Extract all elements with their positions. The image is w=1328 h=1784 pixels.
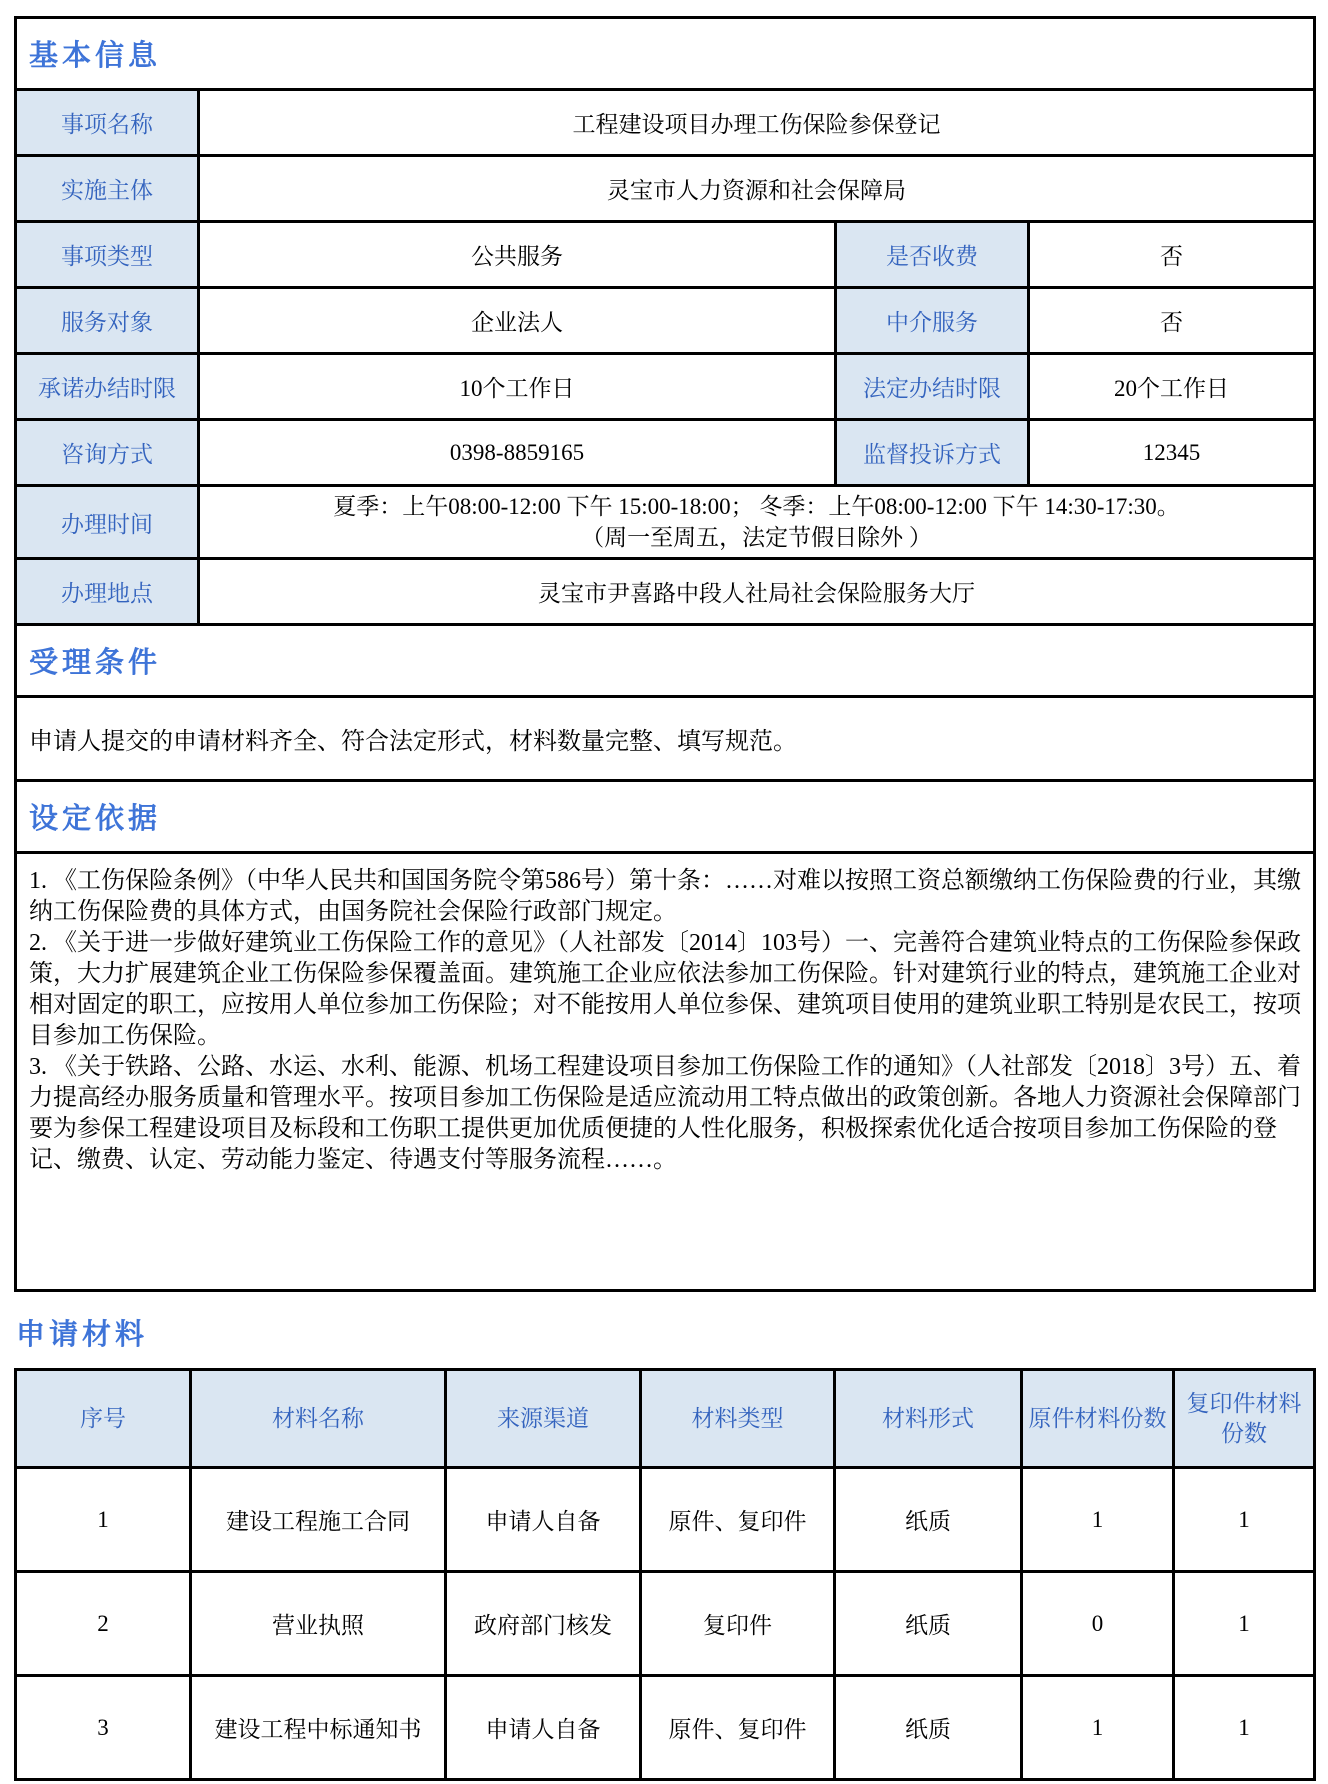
basis-title: 设定依据 (29, 803, 162, 835)
field-label-legal-limit: 法定办结时限 (836, 354, 1029, 420)
field-label-office-address: 办理地点 (16, 559, 199, 625)
cell-index: 3 (16, 1676, 191, 1780)
field-value-promised-limit: 10个工作日 (199, 354, 836, 420)
field-label-intermediary: 中介服务 (836, 288, 1029, 354)
column-header-source: 来源渠道 (446, 1370, 641, 1468)
cell-material-form: 纸质 (835, 1572, 1022, 1676)
cell-material-name: 营业执照 (191, 1572, 446, 1676)
office-hours-line1: 夏季：上午08:00-12:00 下午 15:00-18:00； 冬季：上午08:00-12:00 下午 14:30-17:30。 (333, 494, 1180, 519)
cell-source: 申请人自备 (446, 1468, 641, 1572)
field-value-consult-phone: 0398-8859165 (199, 420, 836, 486)
table-row (16, 420, 1315, 486)
basis-text (16, 853, 1315, 1291)
cell-index: 2 (16, 1572, 191, 1676)
cell-material-type: 原件、复印件 (641, 1676, 835, 1780)
column-header-original-copies: 原件材料份数 (1022, 1370, 1174, 1468)
basis-item-2: 2. 《关于进一步做好建筑业工伤保险工作的意见》（人社部发〔2014〕103号）一、完善符合建筑业特点的工伤保险参保政策，大力扩展建筑企业工伤保险参保覆盖面。建筑施工企业应依法参加工伤保险。针对建筑行业的特点，建筑施工企业对相对固定的职工，应按用人单位参加工伤保险；对不能按用人单位参保、建筑项目使用的建筑业职工特别是农民工，按项目参加工伤保险。 (29, 930, 1301, 1049)
field-value-office-hours (199, 486, 1315, 559)
field-value-charged: 否 (1029, 222, 1315, 288)
field-label-item-name: 事项名称 (16, 90, 199, 156)
cell-original-copies: 1 (1022, 1676, 1174, 1780)
materials-section-header (16, 1308, 1314, 1356)
field-value-implementer: 灵宝市人力资源和社会保障局 (199, 156, 1315, 222)
office-hours-line2: （周一至周五，法定节假日除外 ） (581, 525, 932, 550)
field-value-intermediary: 否 (1029, 288, 1315, 354)
table-row (16, 1572, 1315, 1676)
field-label-service-target: 服务对象 (16, 288, 199, 354)
field-value-office-address: 灵宝市尹喜路中段人社局社会保险服务大厅 (199, 559, 1315, 625)
table-row (16, 354, 1315, 420)
acceptance-text: 申请人提交的申请材料齐全、符合法定形式，材料数量完整、填写规范。 (16, 697, 1315, 781)
field-label-consult-phone: 咨询方式 (16, 420, 199, 486)
field-label-implementer: 实施主体 (16, 156, 199, 222)
basis-item-3: 3. 《关于铁路、公路、水运、水利、能源、机场工程建设项目参加工伤保险工作的通知》（人社部发〔2018〕3号）五、着力提高经办服务质量和管理水平。按项目参加工伤保险是适应流动用工特点做出的政策创新。各地人力资源社会保障部门要为参保工程建设项目及标段和工伤职工提供更加优质便捷的人性化服务，积极探索优化适合按项目参加工伤保险的登记、缴费、认定、劳动能力鉴定、待遇支付等服务流程……。 (29, 1054, 1301, 1173)
cell-material-type: 原件、复印件 (641, 1468, 835, 1572)
section-header-row (16, 781, 1315, 853)
cell-duplicate-copies: 1 (1174, 1676, 1315, 1780)
basis-item-1: 1. 《工伤保险条例》（中华人民共和国国务院令第586号）第十条：……对难以按照工资总额缴纳工伤保险费的行业，其缴纳工伤保险费的具体方式，由国务院社会保险行政部门规定。 (29, 868, 1301, 925)
table-row (16, 90, 1315, 156)
table-row (16, 697, 1315, 781)
cell-duplicate-copies: 1 (1174, 1572, 1315, 1676)
section-header-row (16, 625, 1315, 697)
table-row (16, 156, 1315, 222)
cell-duplicate-copies: 1 (1174, 1468, 1315, 1572)
materials-header-row (16, 1370, 1315, 1468)
column-header-material-name: 材料名称 (191, 1370, 446, 1468)
cell-source: 申请人自备 (446, 1676, 641, 1780)
cell-original-copies: 1 (1022, 1468, 1174, 1572)
table-row (16, 559, 1315, 625)
cell-material-form: 纸质 (835, 1676, 1022, 1780)
cell-material-form: 纸质 (835, 1468, 1022, 1572)
cell-original-copies: 0 (1022, 1572, 1174, 1676)
acceptance-title: 受理条件 (29, 647, 162, 679)
table-row (16, 1676, 1315, 1780)
basic-info-title: 基本信息 (29, 40, 162, 72)
materials-table (14, 1368, 1316, 1781)
table-row (16, 288, 1315, 354)
table-row (16, 1468, 1315, 1572)
field-label-item-type: 事项类型 (16, 222, 199, 288)
field-value-legal-limit: 20个工作日 (1029, 354, 1315, 420)
table-row (16, 853, 1315, 1291)
table-row (16, 222, 1315, 288)
column-header-index: 序号 (16, 1370, 191, 1468)
cell-material-name: 建设工程中标通知书 (191, 1676, 446, 1780)
cell-material-name: 建设工程施工合同 (191, 1468, 446, 1572)
column-header-duplicate-copies: 复印件材料份数 (1174, 1370, 1315, 1468)
field-value-complaint-phone: 12345 (1029, 420, 1315, 486)
cell-source: 政府部门核发 (446, 1572, 641, 1676)
column-header-material-form: 材料形式 (835, 1370, 1022, 1468)
field-label-office-hours: 办理时间 (16, 486, 199, 559)
basic-info-table (14, 16, 1316, 1292)
column-header-material-type: 材料类型 (641, 1370, 835, 1468)
section-header-row (16, 18, 1315, 90)
field-label-complaint-phone: 监督投诉方式 (836, 420, 1029, 486)
field-value-item-name: 工程建设项目办理工伤保险参保登记 (199, 90, 1315, 156)
cell-index: 1 (16, 1468, 191, 1572)
field-value-service-target: 企业法人 (199, 288, 836, 354)
field-label-promised-limit: 承诺办结时限 (16, 354, 199, 420)
materials-title: 申请材料 (16, 1318, 149, 1351)
field-value-item-type: 公共服务 (199, 222, 836, 288)
cell-material-type: 复印件 (641, 1572, 835, 1676)
field-label-charged: 是否收费 (836, 222, 1029, 288)
table-row (16, 486, 1315, 559)
